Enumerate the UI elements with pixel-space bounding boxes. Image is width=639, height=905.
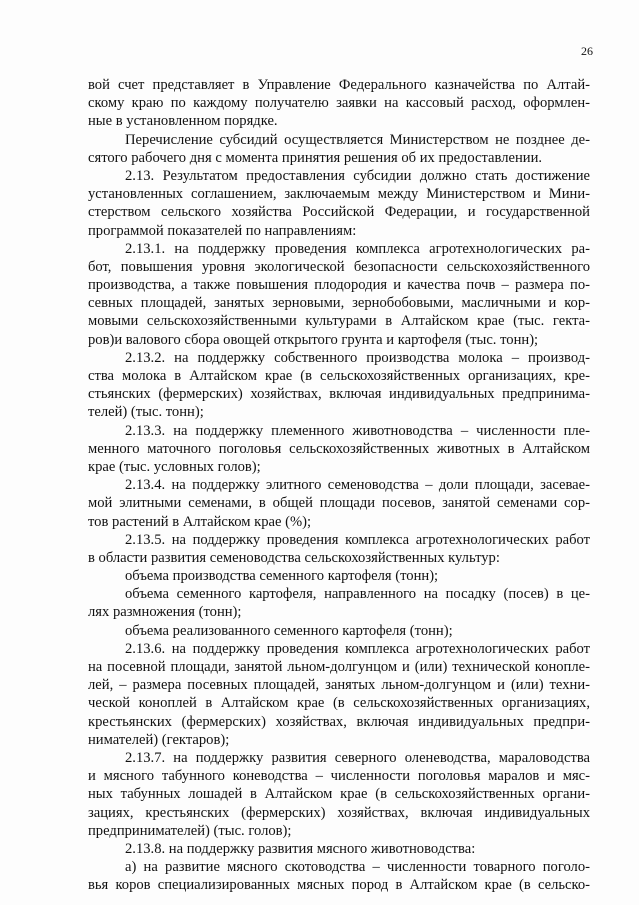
text-line: тов растений в Алтайском крае (%); xyxy=(88,513,312,530)
text-line: севных площадей, занятых зерновыми, зернобобовыми, масличными и кор- xyxy=(88,295,590,312)
text-line: стерством сельского хозяйства Российской Федерации, и государственной xyxy=(88,204,590,221)
text-line: установленных соглашением, заключаемым между Министерством и Мини- xyxy=(88,186,590,203)
text-line: сятого рабочего дня с момента принятия решения об их предоставлении. xyxy=(88,149,543,166)
text-line: нимателей) (гектаров); xyxy=(88,731,230,748)
text-line: ров)и валового сбора овощей открытого грунта и картофеля (тыс. тонн); xyxy=(88,331,539,348)
document-body xyxy=(88,76,590,894)
text-line: 2.13.7. на поддержку развития северного оленеводства, мараловодства xyxy=(125,749,590,766)
text-line: крестьянских (фермерских) хозяйствах, включая индивидуальных предпри- xyxy=(88,713,590,730)
text-line: ческой коноплей в Алтайском крае (в сельскохозяйственных организациях, xyxy=(88,695,590,712)
text-line: ства молока в Алтайском крае (в сельскохозяйственных организациях, кре- xyxy=(88,368,590,384)
text-line: и мясного табунного коневодства – численности поголовья маралов и мяс- xyxy=(88,768,590,785)
text-line: 2.13.2. на поддержку собственного производства молока – производ- xyxy=(125,349,590,366)
text-line: объема реализованного семенного картофеля (тонн); xyxy=(125,622,453,639)
text-line: производства, а также повышения плодородия и качества почв – размера по- xyxy=(88,277,590,294)
text-line: лях размножения (тонн); xyxy=(88,604,242,621)
text-line: телей) (тыс. тонн); xyxy=(88,404,204,421)
page-number: 26 xyxy=(581,44,593,58)
text-line: 2.13. Результатом предоставления субсидии должно стать достижение xyxy=(125,167,590,184)
text-line: лей, – размера посевных площадей, занятых льном-долгунцом и (или) техни- xyxy=(88,677,590,694)
text-line: 2.13.3. на поддержку племенного животноводства – численности пле- xyxy=(125,422,590,439)
text-line: 2.13.4. на поддержку элитного семеноводства – доли площади, засевае- xyxy=(125,477,590,494)
text-line: менного маточного поголовья сельскохозяйственных животных в Алтайском xyxy=(88,440,590,457)
text-line: мовыми сельскохозяйственными культурами в Алтайском крае (тыс. гекта- xyxy=(88,313,590,330)
text-line: предпринимателей) (тыс. голов); xyxy=(88,822,292,839)
text-line: 2.13.6. на поддержку проведения комплекса агротехнологических работ xyxy=(125,640,590,657)
text-line: 2.13.5. на поддержку проведения комплекса агротехнологических работ xyxy=(125,531,590,548)
text-line: скому краю по каждому получателю заявки на кассовый расход, оформлен- xyxy=(88,95,590,112)
text-line: Перечисление субсидий осуществляется Министерством не позднее де- xyxy=(125,131,590,148)
text-line: 2.13.1. на поддержку проведения комплекса агротехнологических ра- xyxy=(125,240,590,257)
text-line: бот, повышения уровня экологической безопасности сельскохозяйственного xyxy=(88,258,590,275)
text-line: программой показателей по направлениям: xyxy=(88,222,357,239)
text-line: вья коров специализированных мясных пород в Алтайском крае (в сельско- xyxy=(88,877,590,894)
text-line: а) на развитие мясного скотоводства – численности товарного поголо- xyxy=(125,859,590,876)
text-line: мой элитными семенами, в общей площади посевов, занятой семенами сор- xyxy=(88,495,590,512)
text-line: ных табунных лошадей в Алтайском крае (в сельскохозяйственных органи- xyxy=(88,786,590,803)
text-line: вой счет представляет в Управление Федерального казначейства по Алтай- xyxy=(88,77,590,93)
text-line: объема семенного картофеля, направленного на посадку (посев) в це- xyxy=(125,586,590,603)
text-line: зациях, крестьянских (фермерских) хозяйствах, включая индивидуальных xyxy=(88,804,590,821)
text-line: ные в установленном порядке. xyxy=(88,113,278,130)
text-line: крае (тыс. условных голов); xyxy=(88,458,261,475)
text-line: стьянских (фермерских) хозяйствах, включая индивидуальных предпринима- xyxy=(88,386,590,403)
text-line: на посевной площади, занятой льном-долгунцом и (или) технической конопле- xyxy=(88,659,590,675)
text-line: в области развития семеноводства сельскохозяйственных культур: xyxy=(88,549,500,566)
text-line: 2.13.8. на поддержку развития мясного животноводства: xyxy=(125,840,476,857)
text-line: объема производства семенного картофеля (тонн); xyxy=(125,568,439,585)
